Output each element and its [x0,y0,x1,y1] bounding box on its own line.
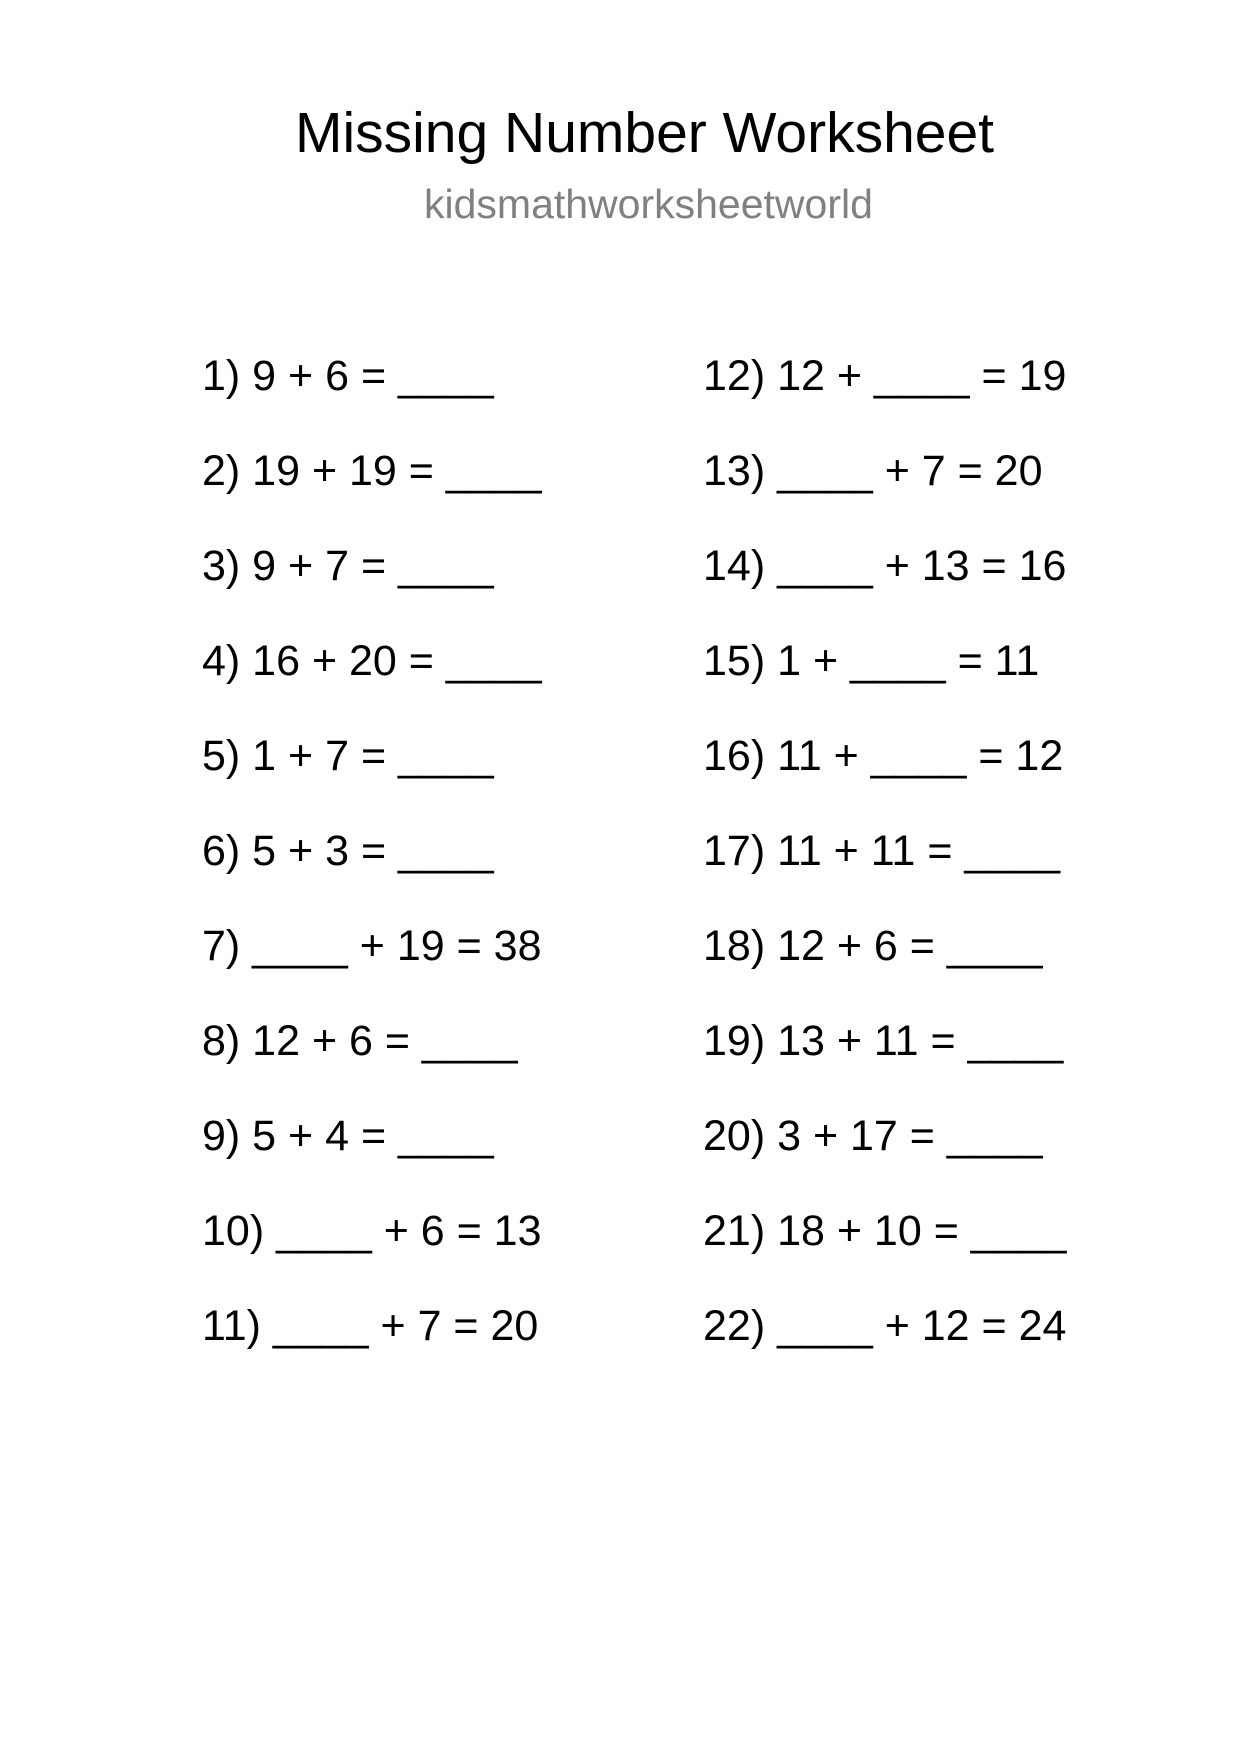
problem-6 [202,826,542,921]
problem-text: 19) 13 + 11 = ____ [703,1017,1064,1065]
problem-22 [703,1301,1066,1396]
problem-text: 13) ____ + 7 = 20 [703,447,1043,495]
problem-text: 3) 9 + 7 = ____ [202,542,494,590]
problem-text: 11) ____ + 7 = 20 [202,1302,539,1350]
problem-4 [202,636,542,731]
problem-text: 7) ____ + 19 = 38 [202,922,542,970]
problem-text: 17) 11 + 11 = ____ [703,827,1061,875]
problem-8 [202,1016,542,1111]
problem-7 [202,921,542,1016]
problem-16 [703,731,1066,826]
problem-13 [703,446,1066,541]
problem-text: 14) ____ + 13 = 16 [703,542,1067,590]
problem-text: 22) ____ + 12 = 24 [703,1302,1067,1350]
problem-10 [202,1206,542,1301]
problem-text: 20) 3 + 17 = ____ [703,1112,1043,1160]
problem-3 [202,541,542,636]
problem-2 [202,446,542,541]
problem-14 [703,541,1066,636]
problem-9 [202,1111,542,1206]
problem-text: 9) 5 + 4 = ____ [202,1112,494,1160]
problem-text: 16) 11 + ____ = 12 [703,732,1064,780]
problem-text: 1) 9 + 6 = ____ [202,352,494,400]
problem-5 [202,731,542,826]
problems-left-column [202,351,542,1396]
problem-text: 10) ____ + 6 = 13 [202,1207,542,1255]
problem-text: 8) 12 + 6 = ____ [202,1017,518,1065]
problem-12 [703,351,1066,446]
problem-text: 18) 12 + 6 = ____ [703,922,1043,970]
problem-text: 21) 18 + 10 = ____ [703,1207,1067,1255]
problem-text: 6) 5 + 3 = ____ [202,827,494,875]
problem-15 [703,636,1066,731]
problems-right-column [703,351,1066,1396]
problem-text: 5) 1 + 7 = ____ [202,732,494,780]
problem-text: 15) 1 + ____ = 11 [703,637,1040,685]
worksheet-title: Missing Number Worksheet [295,101,995,165]
problem-21 [703,1206,1066,1301]
problem-11 [202,1301,542,1396]
problem-18 [703,921,1066,1016]
problem-text: 12) 12 + ____ = 19 [703,352,1067,400]
problem-text: 4) 16 + 20 = ____ [202,637,542,685]
worksheet-source: kidsmathworksheetworld [424,181,873,227]
problem-17 [703,826,1066,921]
problem-19 [703,1016,1066,1111]
problem-text: 2) 19 + 19 = ____ [202,447,542,495]
problem-1 [202,351,542,446]
problem-20 [703,1111,1066,1206]
